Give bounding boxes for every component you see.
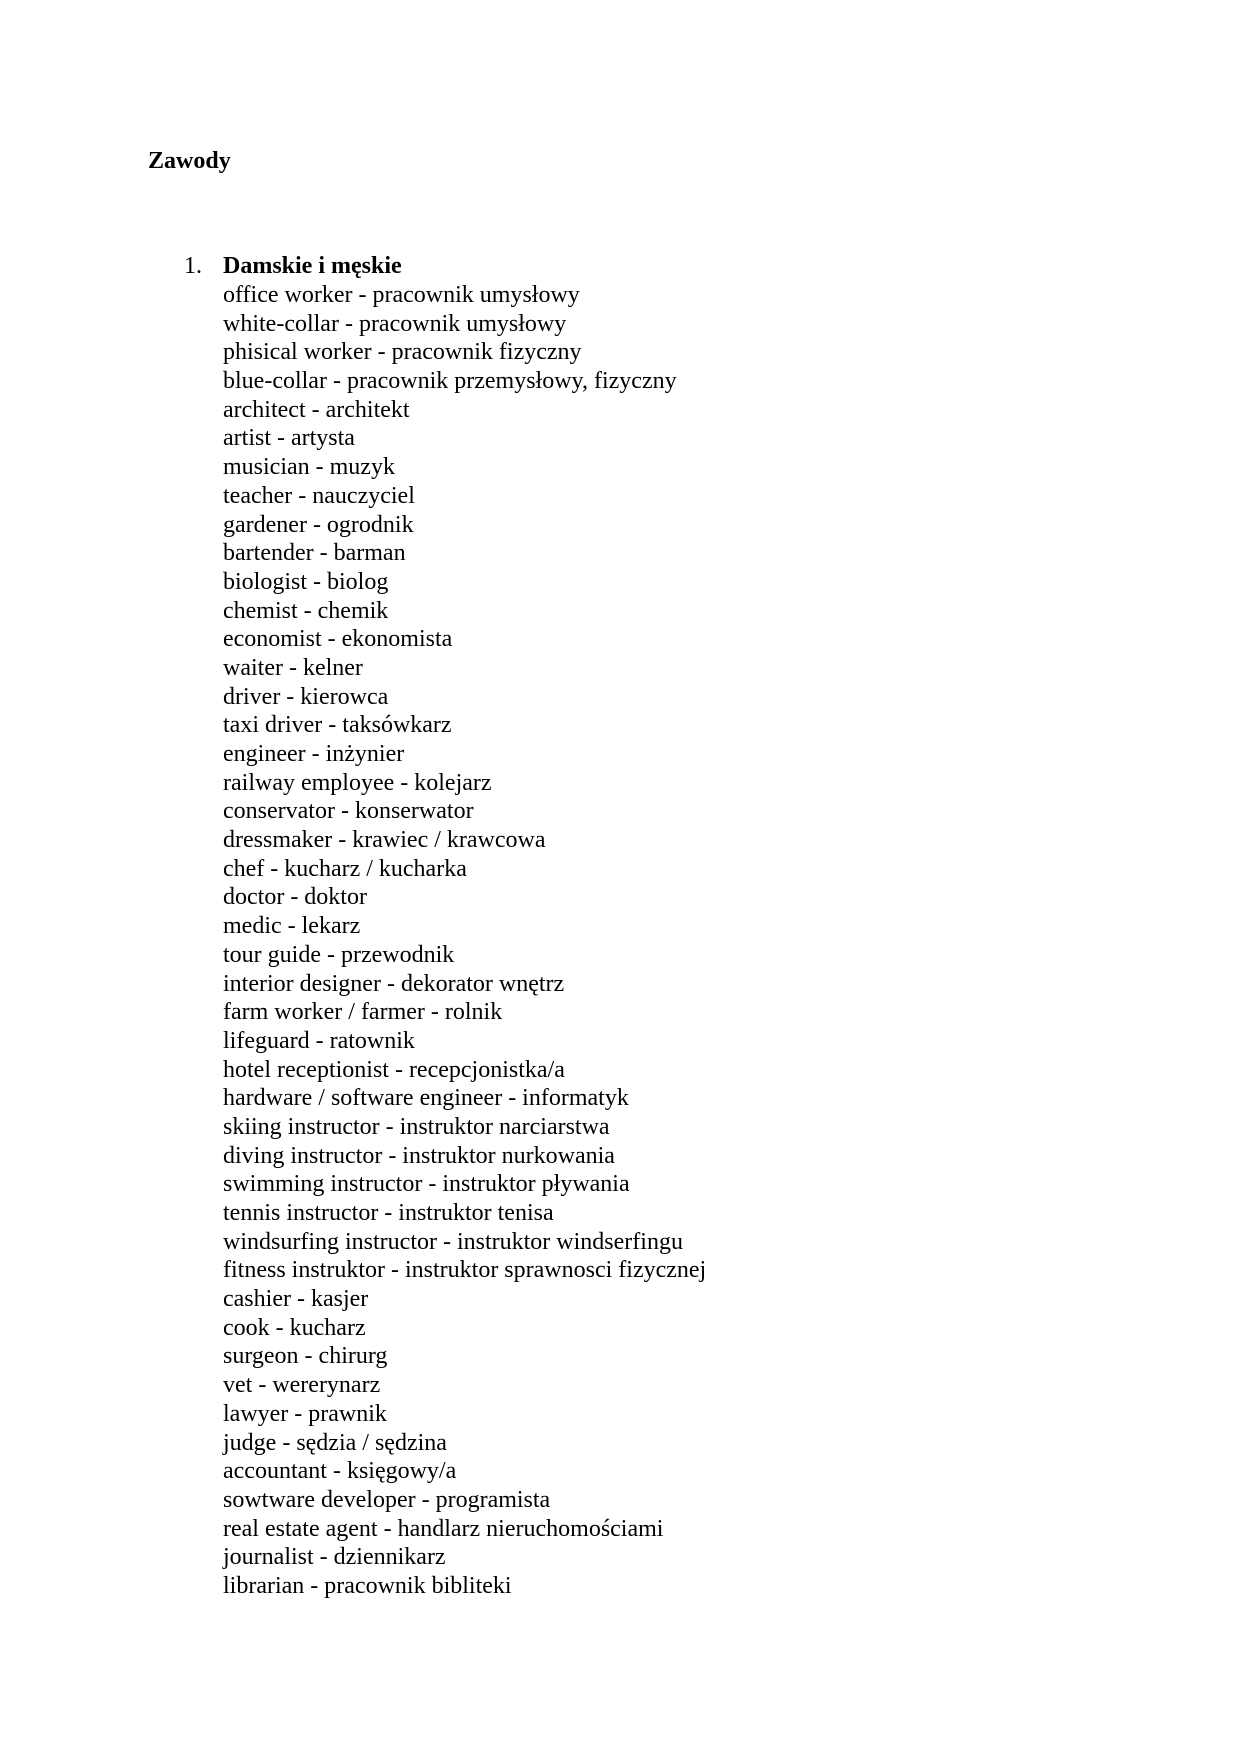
vocabulary-item: swimming instructor - instruktor pływania [223,1171,630,1198]
vocabulary-item: architect - architekt [223,396,410,423]
vocabulary-item: diving instructor - instruktor nurkowania [223,1142,615,1169]
vocabulary-item: white-collar - pracownik umysłowy [223,310,567,337]
vocabulary-item: tour guide - przewodnik [223,941,455,968]
vocabulary-item: real estate agent - handlarz nieruchomościami [223,1515,664,1542]
vocabulary-item: journalist - dziennikarz [223,1544,446,1571]
vocabulary-item: interior designer - dekorator wnętrz [223,970,565,997]
vocabulary-item: waiter - kelner [223,654,363,681]
vocabulary-item: cashier - kasjer [223,1286,369,1313]
vocabulary-item: gardener - ogrodnik [223,511,414,538]
vocabulary-item: accountant - księgowy/a [223,1458,457,1485]
vocabulary-item: driver - kierowca [223,683,389,710]
vocabulary-item: chemist - chemik [223,597,389,624]
vocabulary-item: phisical worker - pracownik fizyczny [223,339,582,366]
vocabulary-item: surgeon - chirurg [223,1343,388,1370]
vocabulary-section [184,252,1084,1601]
vocabulary-item: bartender - barman [223,540,406,567]
vocabulary-list [184,281,1084,1601]
vocabulary-item: chef - kucharz / kucharka [223,855,467,882]
vocabulary-item: librarian - pracownik bibliteki [223,1572,512,1599]
vocabulary-item: tennis instructor - instruktor tenisa [223,1200,554,1226]
vocabulary-item: conservator - konserwator [223,798,474,825]
vocabulary-item: medic - lekarz [223,913,361,940]
vocabulary-item: railway employee - kolejarz [223,769,492,796]
section-heading [184,252,1084,281]
section-title: Damskie i męskie [223,253,402,279]
section-number: 1. [184,253,202,279]
vocabulary-item: lawyer - prawnik [223,1400,387,1427]
vocabulary-item: biologist - biolog [223,568,389,595]
vocabulary-item: musician - muzyk [223,454,395,481]
vocabulary-item: lifeguard - ratownik [223,1027,415,1054]
vocabulary-item: vet - wererynarz [223,1372,381,1399]
vocabulary-item: artist - artysta [223,425,355,452]
vocabulary-item: dressmaker - krawiec / krawcowa [223,827,546,854]
vocabulary-item: hotel receptionist - recepcjonistka/a [223,1056,565,1083]
vocabulary-item: windsurfing instructor - instruktor windserfingu [223,1228,683,1255]
vocabulary-item: skiing instructor - instruktor narciarstwa [223,1113,610,1140]
vocabulary-item: fitness instruktor - instruktor sprawnosci fizycznej [223,1257,707,1284]
vocabulary-item: hardware / software engineer - informatyk [223,1085,629,1112]
vocabulary-item: judge - sędzia / sędzina [223,1429,447,1456]
vocabulary-item: cook - kucharz [223,1314,366,1341]
vocabulary-item: taxi driver - taksówkarz [223,712,452,739]
vocabulary-item: engineer - inżynier [223,741,405,767]
vocabulary-item: office worker - pracownik umysłowy [223,282,580,308]
vocabulary-item: economist - ekonomista [223,626,453,653]
vocabulary-item: doctor - doktor [223,884,367,911]
vocabulary-item: sowtware developer - programista [223,1486,551,1513]
vocabulary-item: teacher - nauczyciel [223,482,415,509]
vocabulary-item: farm worker / farmer - rolnik [223,999,503,1026]
vocabulary-item: blue-collar - pracownik przemysłowy, fizyczny [223,368,677,395]
document-title: Zawody [148,148,231,174]
